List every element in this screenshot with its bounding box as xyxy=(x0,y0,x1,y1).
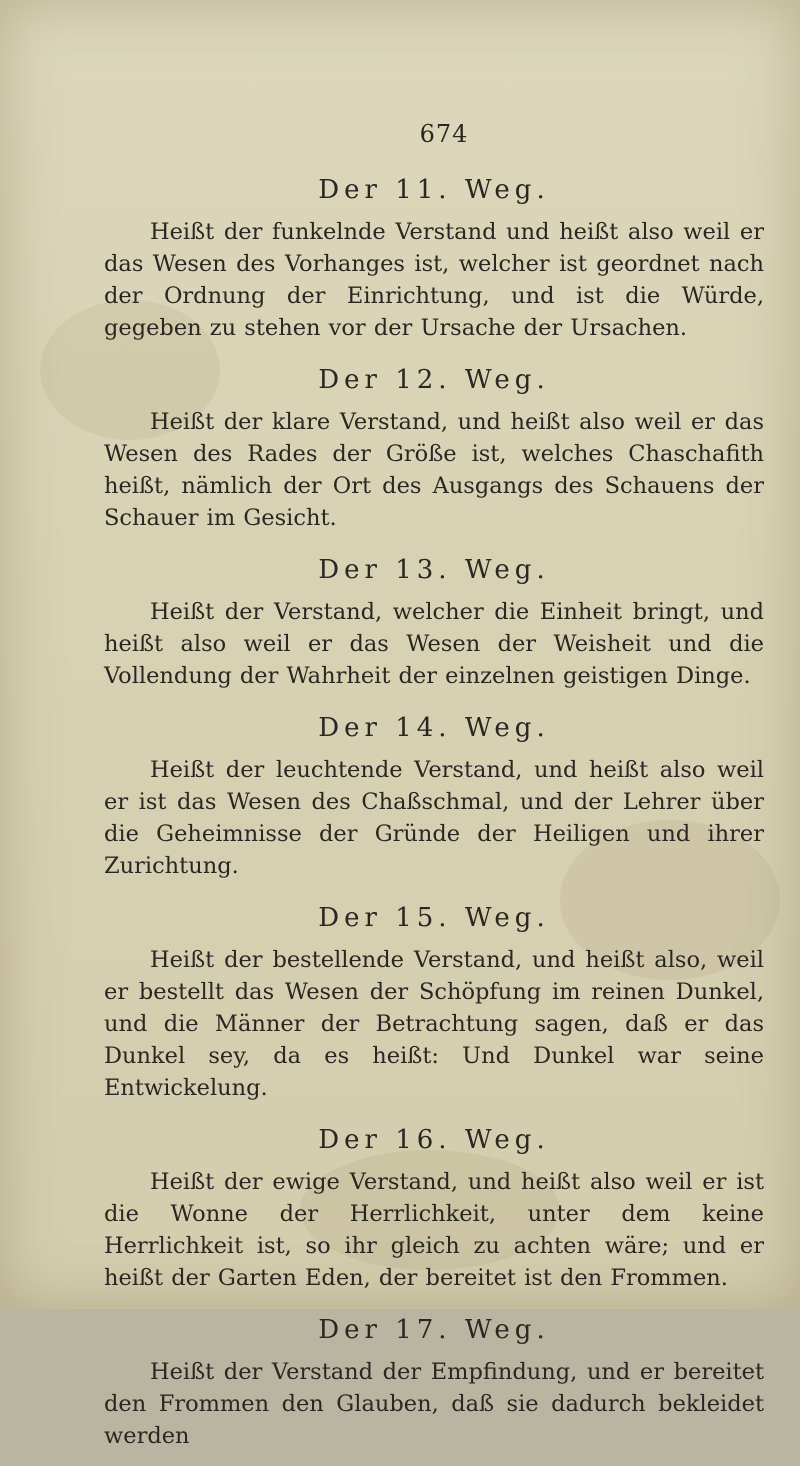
section-paragraph: Heißt der funkelnde Verstand und heißt also weil er das Wesen des Vorhanges ist, welcher ist geordnet nach der Ordnung der Einrichtung, und ist die Würde, gegeben zu stehen vor der Ursache der Ursachen. xyxy=(104,219,764,341)
section-paragraph: Heißt der bestellende Verstand, und heißt also, weil er bestellt das Wesen der Schöpfung im reinen Dunkel, und die Männer der Betrachtung sagen, daß er das Dunkel sey, da es heißt: Und Dunkel war seine Entwickelung. xyxy=(104,947,764,1101)
page-content xyxy=(104,112,764,1466)
section-weg-12 xyxy=(104,358,764,534)
section-paragraph: Heißt der leuchtende Verstand, und heißt also weil er ist das Wesen des Chaßschmal, und der Lehrer über die Geheimnisse der Gründe der Heiligen und ihrer Zurichtung. xyxy=(104,757,764,879)
section-heading: Der 14. Weg. xyxy=(318,713,550,743)
section-paragraph: Heißt der Verstand der Empfindung, und er bereitet den Frommen den Glauben, daß sie dadurch bekleidet werden xyxy=(104,1359,764,1449)
page-number: 674 xyxy=(419,120,469,148)
section-weg-13 xyxy=(104,548,764,692)
section-paragraph: Heißt der Verstand, welcher die Einheit bringt, und heißt also weil er das Wesen der Weisheit und die Vollendung der Wahrheit der einzelnen geistigen Dinge. xyxy=(104,599,764,689)
section-weg-15 xyxy=(104,896,764,1104)
section-heading: Der 16. Weg. xyxy=(318,1125,550,1155)
section-weg-17 xyxy=(104,1308,764,1452)
section-heading: Der 11. Weg. xyxy=(318,175,550,205)
section-weg-11 xyxy=(104,168,764,344)
section-paragraph: Heißt der ewige Verstand, und heißt also weil er ist die Wonne der Herrlichkeit, unter dem keine Herrlichkeit ist, so ihr gleich zu achten wäre; und er heißt der Garten Eden, der bereitet ist den Frommen. xyxy=(104,1169,764,1291)
section-paragraph: Heißt der klare Verstand, und heißt also weil er das Wesen des Rades der Größe ist, welches Chaschafith heißt, nämlich der Ort des Ausgangs des Schauens der Schauer im Gesicht. xyxy=(104,409,764,531)
section-heading: Der 12. Weg. xyxy=(318,365,550,395)
section-weg-16 xyxy=(104,1118,764,1294)
section-heading: Der 15. Weg. xyxy=(318,903,550,933)
section-heading: Der 13. Weg. xyxy=(318,555,550,585)
section-heading: Der 17. Weg. xyxy=(318,1315,550,1345)
section-weg-14 xyxy=(104,706,764,882)
